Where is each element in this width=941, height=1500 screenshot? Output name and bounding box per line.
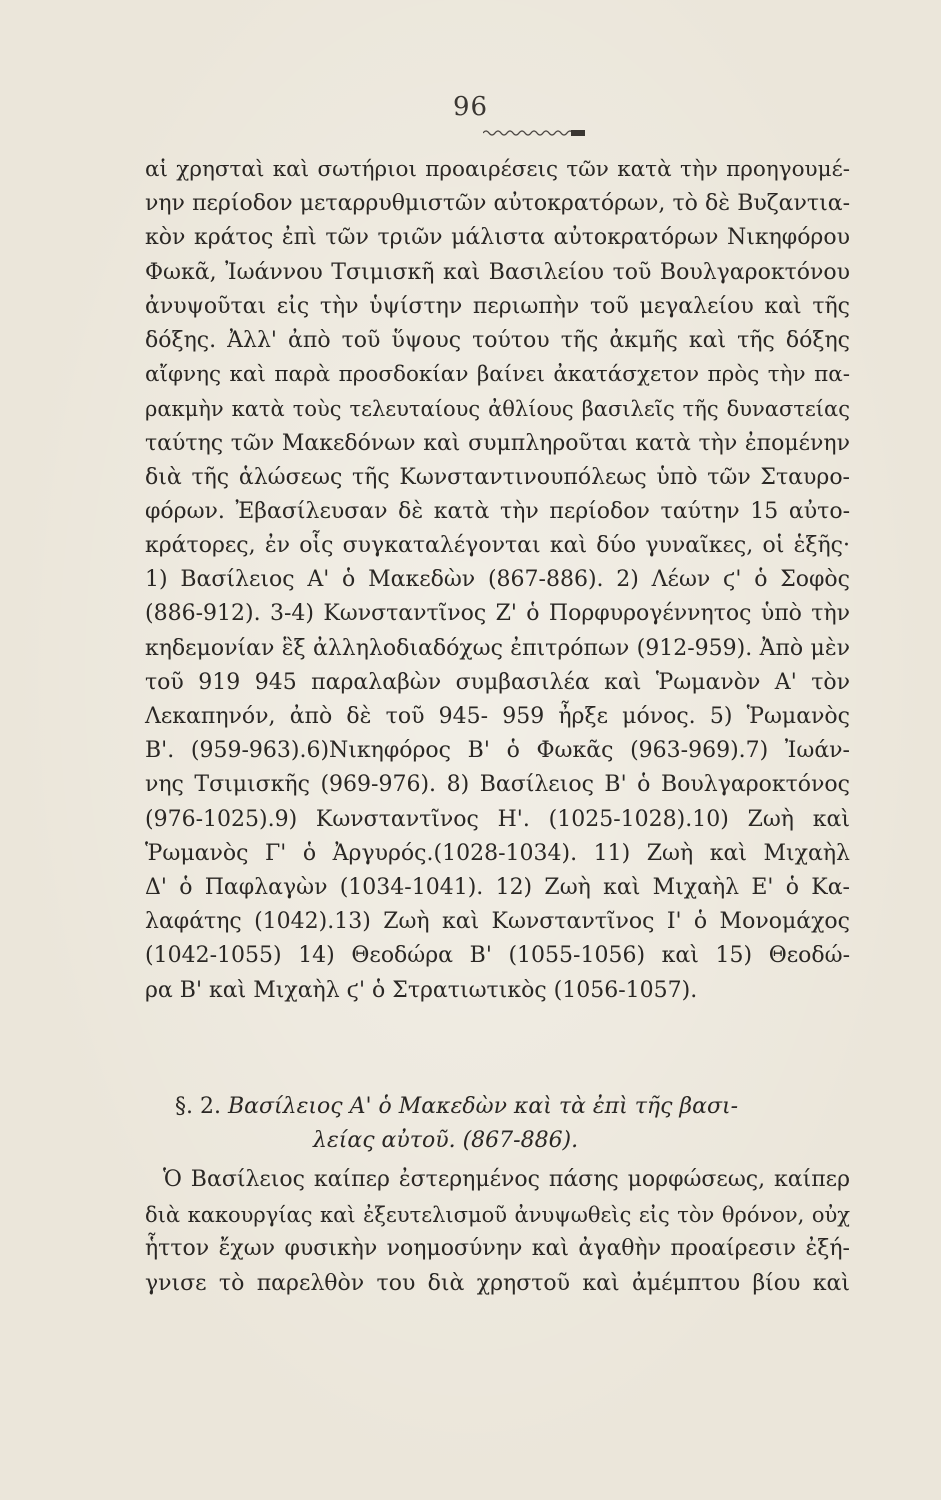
section-heading-line-1 bbox=[145, 1090, 850, 1124]
text-line: λαφάτης (1042).13) Ζωὴ καὶ Κωνσταντῖνος Ι' ὁ Μονομάχος bbox=[145, 909, 850, 935]
section-years: (867-886). bbox=[462, 1128, 579, 1154]
text-line: φόρων. Ἐβασίλευσαν δὲ κατὰ τὴν περίοδον ταύτην 15 αὐτο- bbox=[145, 498, 850, 524]
text-line: ἧττον ἔχων φυσικὴν νοημοσύνην καὶ ἀγαθὴν προαίρεσιν ἐξή- bbox=[145, 1236, 850, 1261]
text-line: δόξης. Ἀλλ' ἀπὸ τοῦ ὕψους τούτου τῆς ἀκμῆς καὶ τῆς δόξης bbox=[145, 327, 850, 353]
text-line: νης Τσιμισκῆς (969-976). 8) Βασίλειος Β' ὁ Βουλγαροκτόνος bbox=[145, 772, 850, 798]
section-heading bbox=[145, 1090, 850, 1158]
text-line: Δ' ὁ Παφλαγὼν (1034-1041). 12) Ζωὴ καὶ Μιχαὴλ Ε' ὁ Κα- bbox=[145, 874, 850, 900]
decorative-rule bbox=[483, 128, 585, 138]
text-line: ρα Β' καὶ Μιχαὴλ ϛ' ὁ Στρατιωτικὸς (1056-1057). bbox=[145, 977, 698, 1003]
section-sign: §. bbox=[175, 1094, 193, 1119]
text-line: διὰ κακουργίας καὶ ἐξευτελισμοῦ ἀνυψωθεὶς εἰς τὸν θρόνον, οὐχ bbox=[145, 1202, 850, 1227]
paragraph-section-2 bbox=[145, 1163, 850, 1301]
section-number: 2. bbox=[200, 1094, 221, 1119]
section-title-part-2: λείας αὐτοῦ. bbox=[313, 1128, 456, 1154]
text-line: ρακμὴν κατὰ τοὺς τελευταίους ἀθλίους βασιλεῖς τῆς δυναστείας bbox=[145, 397, 850, 422]
text-line: κράτορες, ἐν οἷς συγκαταλέγονται καὶ δύο γυναῖκες, οἱ ἑξῆς· bbox=[145, 533, 850, 559]
section-heading-line-2 bbox=[145, 1124, 850, 1158]
text-line: Ὁ Βασίλειος καίπερ ἐστερημένος πάσης μορφώσεως, καίπερ bbox=[163, 1167, 850, 1192]
text-line: διὰ τῆς ἁλώσεως τῆς Κωνσταντινουπόλεως ὑπὸ τῶν Σταυρο- bbox=[145, 464, 850, 490]
text-line: κὸν κράτος ἐπὶ τῶν τριῶν μάλιστα αὐτοκρατόρων Νικηφόρου bbox=[145, 225, 850, 251]
text-line: νην περίοδον μεταρρυθμιστῶν αὐτοκρατόρων, τὸ δὲ Βυζαντια- bbox=[145, 191, 850, 217]
text-line: Φωκᾶ, Ἰωάννου Τσιμισκῆ καὶ Βασιλείου τοῦ Βουλγαροκτόνου bbox=[145, 259, 850, 285]
text-line: γνισε τὸ παρελθὸν του διὰ χρηστοῦ καὶ ἀμέμπτου βίου καὶ bbox=[145, 1270, 850, 1296]
paragraph-main bbox=[145, 153, 850, 1008]
text-line: (976-1025).9) Κωνσταντῖνος Η'. (1025-1028).10) Ζωὴ καὶ bbox=[145, 806, 850, 832]
text-line: αἴφνης καὶ παρὰ προσδοκίαν βαίνει ἀκατάσχετον πρὸς τὴν πα- bbox=[145, 362, 850, 388]
text-line: (886-912). 3-4) Κωνσταντῖνος Ζ' ὁ Πορφυρογέννητος ὑπὸ τὴν bbox=[145, 601, 850, 627]
text-line: 1) Βασίλειος Α' ὁ Μακεδὼν (867-886). 2) Λέων ϛ' ὁ Σοφὸς bbox=[145, 567, 850, 593]
text-line: κηδεμονίαν ἓξ ἀλληλοδιαδόχως ἐπιτρόπων (912-959). Ἀπὸ μὲν bbox=[145, 635, 850, 661]
text-line: αἱ χρησταὶ καὶ σωτήριοι προαιρέσεις τῶν κατὰ τὴν προηγουμέ- bbox=[145, 157, 850, 182]
page-number: 96 bbox=[452, 92, 489, 122]
text-line: Β'. (959-963).6)Νικηφόρος Β' ὁ Φωκᾶς (963-969).7) Ἰωάν- bbox=[145, 738, 850, 764]
text-line: τοῦ 919 945 παραλαβὼν συμβασιλέα καὶ Ῥωμανὸν Α' τὸν bbox=[145, 669, 850, 695]
text-line: (1042-1055) 14) Θεοδώρα Β' (1055-1056) καὶ 15) Θεοδώ- bbox=[145, 943, 850, 969]
text-line: ταύτης τῶν Μακεδόνων καὶ συμπληροῦται κατὰ τὴν ἐπομένην bbox=[145, 430, 850, 456]
text-line: ἀνυψοῦται εἰς τὴν ὑψίστην περιωπὴν τοῦ μεγαλείου καὶ τῆς bbox=[145, 293, 850, 319]
text-line: Λεκαπηνόν, ἀπὸ δὲ τοῦ 945- 959 ἦρξε μόνος. 5) Ῥωμανὸς bbox=[145, 704, 850, 729]
text-line: Ῥωμανὸς Γ' ὁ Ἀργυρός.(1028-1034). 11) Ζωὴ καὶ Μιχαὴλ bbox=[145, 840, 850, 866]
section-title-part-1: Βασίλειος Α' ὁ Μακεδὼν καὶ τὰ ἐπὶ τῆς βασι- bbox=[228, 1094, 739, 1119]
